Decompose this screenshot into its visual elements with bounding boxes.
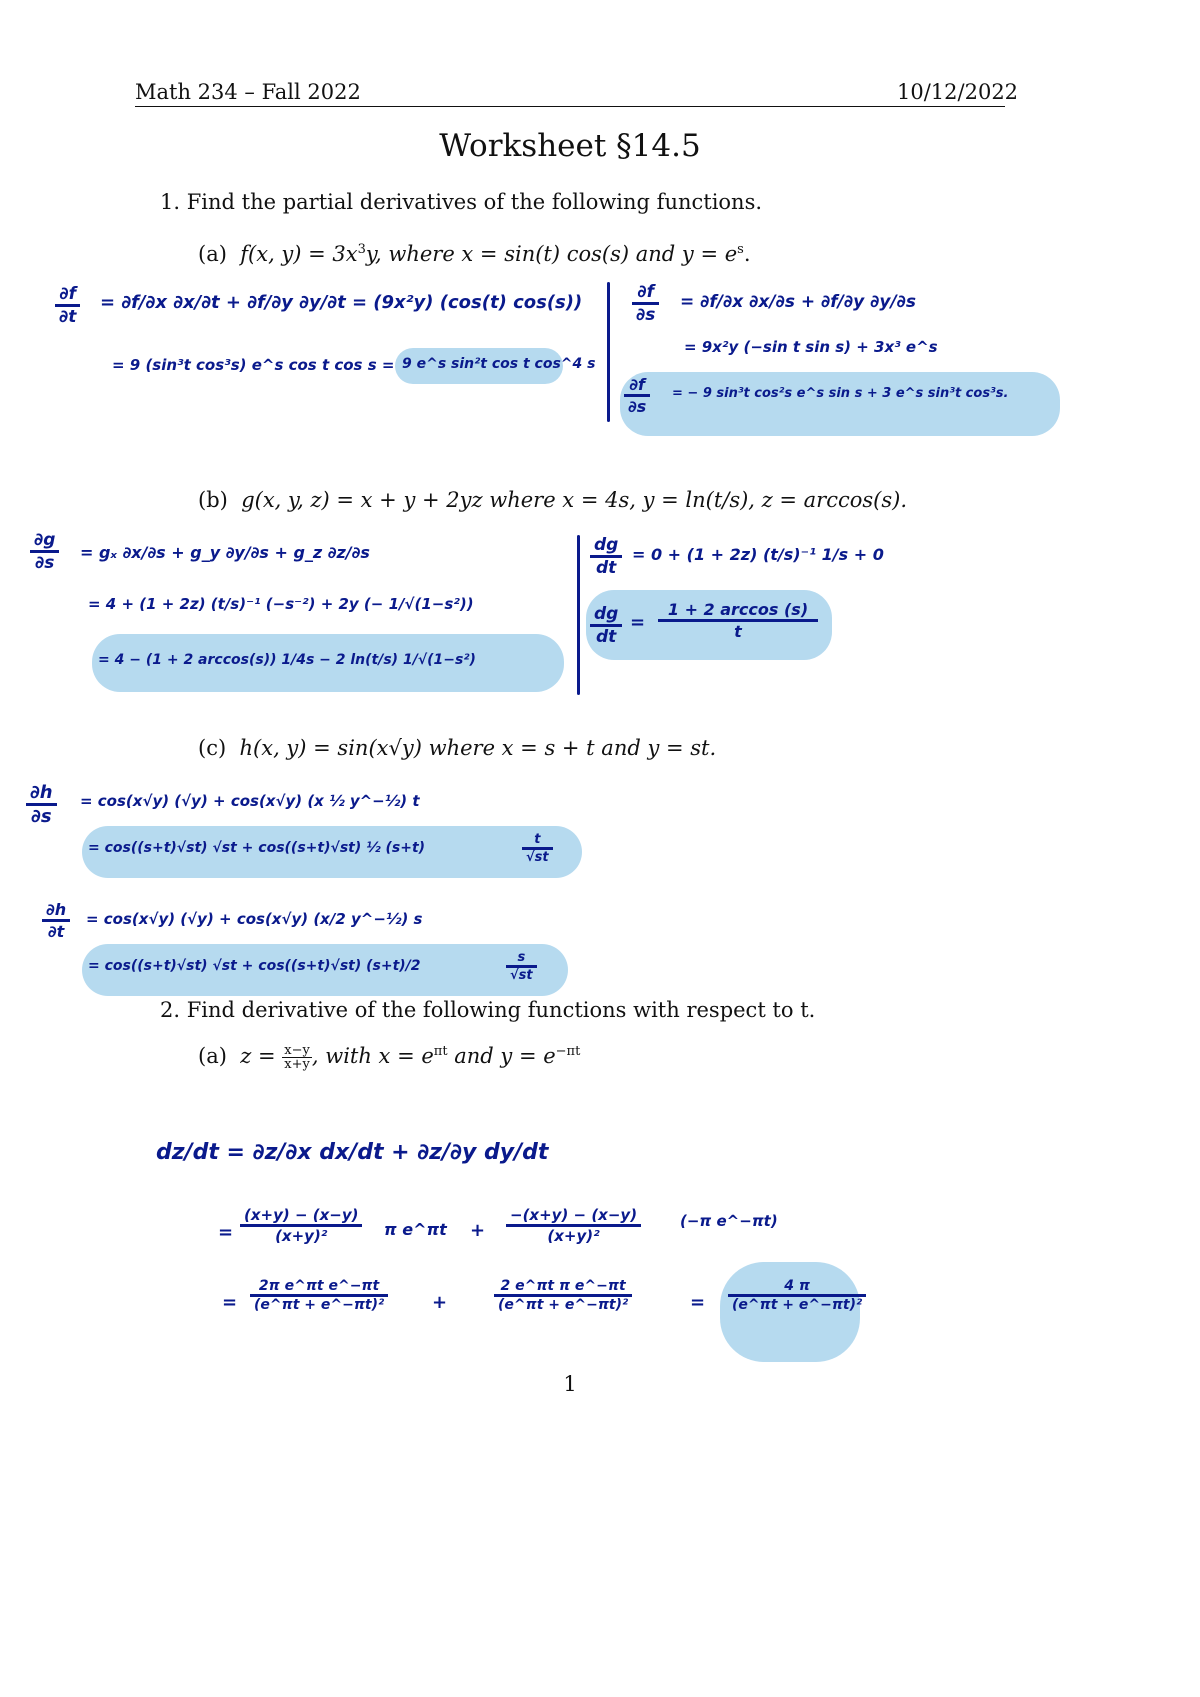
page-number: 1 [563, 1372, 577, 1396]
hw-2a-line1: dz/dt = ∂z/∂x dx/dt + ∂z/∂y dy/dt [156, 1140, 549, 1165]
hw-1c-2-lhs: ∂h ∂t [42, 900, 70, 941]
hw-2a-line2-plus: + [470, 1220, 486, 1241]
hw-1b-right-lhs: dg dt [590, 535, 622, 578]
problem1a-sup2: s [737, 242, 744, 257]
hw-1b-right-lhs2: dg dt [590, 604, 622, 647]
problem1c-statement [198, 736, 716, 760]
hw-2a-line2-m2: (−π e^−πt) [680, 1212, 778, 1230]
problem1b-statement [198, 488, 907, 512]
hw-1c-2-answer-frac: s √st [506, 950, 537, 983]
hw-2a-line2-frac2: −(x+y) − (x−y) (x+y)² [506, 1206, 641, 1245]
hw-1b-left-answer: = 4 − (1 + 2 arccos(s)) 1/4s − 2 ln(t/s) 1/√(1−s²) [98, 652, 476, 668]
problem1a-label: (a) [198, 242, 227, 266]
hw-1c-2-line1: = cos(x√y) (√y) + cos(x√y) (x/2 y^−½) s [86, 910, 423, 928]
highlight-1a-right [620, 372, 1060, 436]
problem2a-stmt-2: , with x = e [311, 1044, 434, 1068]
problem2a-stmt-3: and y = e [447, 1044, 556, 1068]
page-title: Worksheet §14.5 [439, 128, 701, 164]
hw-1b-left-lhs: ∂g ∂s [30, 530, 59, 573]
hw-1c-1-lhs: ∂h ∂s [26, 782, 57, 827]
hw-1a-left-line1: = ∂f/∂x ∂x/∂t + ∂f/∂y ∂y/∂t = (9x²y) (cos(t) cos(s)) [100, 292, 583, 313]
hw-2a-answer: 4 π (e^πt + e^−πt)² [728, 1278, 866, 1313]
hw-1c-1-line1: = cos(x√y) (√y) + cos(x√y) (x ½ y^−½) t [80, 792, 420, 810]
problem1-prompt: 1. Find the partial derivatives of the following functions. [160, 190, 763, 214]
hw-2a-line3-frac2: 2 e^πt π e^−πt (e^πt + e^−πt)² [494, 1278, 632, 1313]
problem1b-label: (b) [198, 488, 228, 512]
hw-1a-right-line1: = ∂f/∂x ∂x/∂s + ∂f/∂y ∂y/∂s [680, 292, 917, 312]
problem1a-sup: 3 [357, 242, 366, 257]
hw-1a-left-lhs: ∂f ∂t [55, 284, 80, 327]
header-rule [135, 106, 1005, 107]
problem2a-statement [198, 1044, 580, 1071]
date-header: 10/12/2022 [897, 80, 1019, 104]
hw-1a-right-lhs2: ∂f ∂s [624, 375, 650, 416]
hw-1c-1-answer-frac: t √st [522, 832, 553, 865]
hw-2a-eq3: = [222, 1292, 238, 1313]
problem2a-sup2: −πt [555, 1044, 581, 1059]
problem1a-stmt-2: y, where x = sin(t) cos(s) and y = e [365, 242, 738, 266]
hw-1a-right-lhs: ∂f ∂s [632, 282, 659, 325]
problem1a-stmt-end: . [743, 242, 751, 266]
hw-1b-left-line2: = 4 + (1 + 2z) (t/s)⁻¹ (−s⁻²) + 2y (− 1/√(1−s²)) [88, 595, 474, 613]
hw-1b-right-line1: = 0 + (1 + 2z) (t/s)⁻¹ 1/s + 0 [632, 545, 884, 564]
hw-1a-left-line2: = 9 (sin³t cos³s) e^s cos t cos s = [112, 356, 395, 374]
hw-2a-line3-frac1: 2π e^πt e^−πt (e^πt + e^−πt)² [250, 1278, 388, 1313]
hw-2a-line3-plus: + [432, 1292, 448, 1313]
hw-1a-left-answer: 9 e^s sin²t cos t cos^4 s [402, 356, 596, 372]
hw-1b-left-line1: = gₓ ∂x/∂s + g_y ∂y/∂s + g_z ∂z/∂s [80, 543, 370, 562]
problem2-prompt: 2. Find derivative of the following functions with respect to t. [160, 998, 816, 1022]
hw-2a-eq4: = [690, 1292, 706, 1313]
hw-1c-2-answer: = cos((s+t)√st) √st + cos((s+t)√st) (s+t)/2 [88, 958, 421, 974]
problem2a-sup1: πt [433, 1044, 448, 1059]
problem1c-label: (c) [198, 736, 227, 760]
hw-1b-right-eq: = [630, 612, 646, 633]
problem2a-stmt-1: z = [240, 1044, 276, 1068]
hw-1c-1-answer: = cos((s+t)√st) √st + cos((s+t)√st) ½ (s+t) [88, 840, 426, 856]
divider-1b [577, 535, 580, 695]
hw-1a-right-answer: = − 9 sin³t cos²s e^s sin s + 3 e^s sin³t cos³s. [672, 386, 1009, 401]
hw-2a-line2-m1: π e^πt [384, 1220, 447, 1239]
hw-2a-line2-frac1: (x+y) − (x−y) (x+y)² [240, 1206, 362, 1245]
problem2a-fraction: $\frac{x-y}{x+y}$ [284, 1043, 310, 1072]
course-header: Math 234 – Fall 2022 [135, 80, 361, 104]
hw-1b-right-answer: 1 + 2 arccos (s) t [658, 600, 818, 641]
problem1b-stmt: g(x, y, z) = x + y + 2yz where x = 4s, y = ln(t/s), z = arccos(s). [241, 488, 907, 512]
hw-2a-eq2: = [218, 1222, 234, 1243]
hw-1a-right-line2: = 9x²y (−sin t sin s) + 3x³ e^s [684, 338, 938, 356]
problem2a-label: (a) [198, 1044, 227, 1068]
problem1c-stmt: h(x, y) = sin(x√y) where x = s + t and y = st. [239, 736, 717, 760]
divider-1a [607, 282, 610, 422]
problem1a-stmt-1: f(x, y) = 3x [240, 242, 358, 266]
problem1a-statement [198, 242, 751, 266]
